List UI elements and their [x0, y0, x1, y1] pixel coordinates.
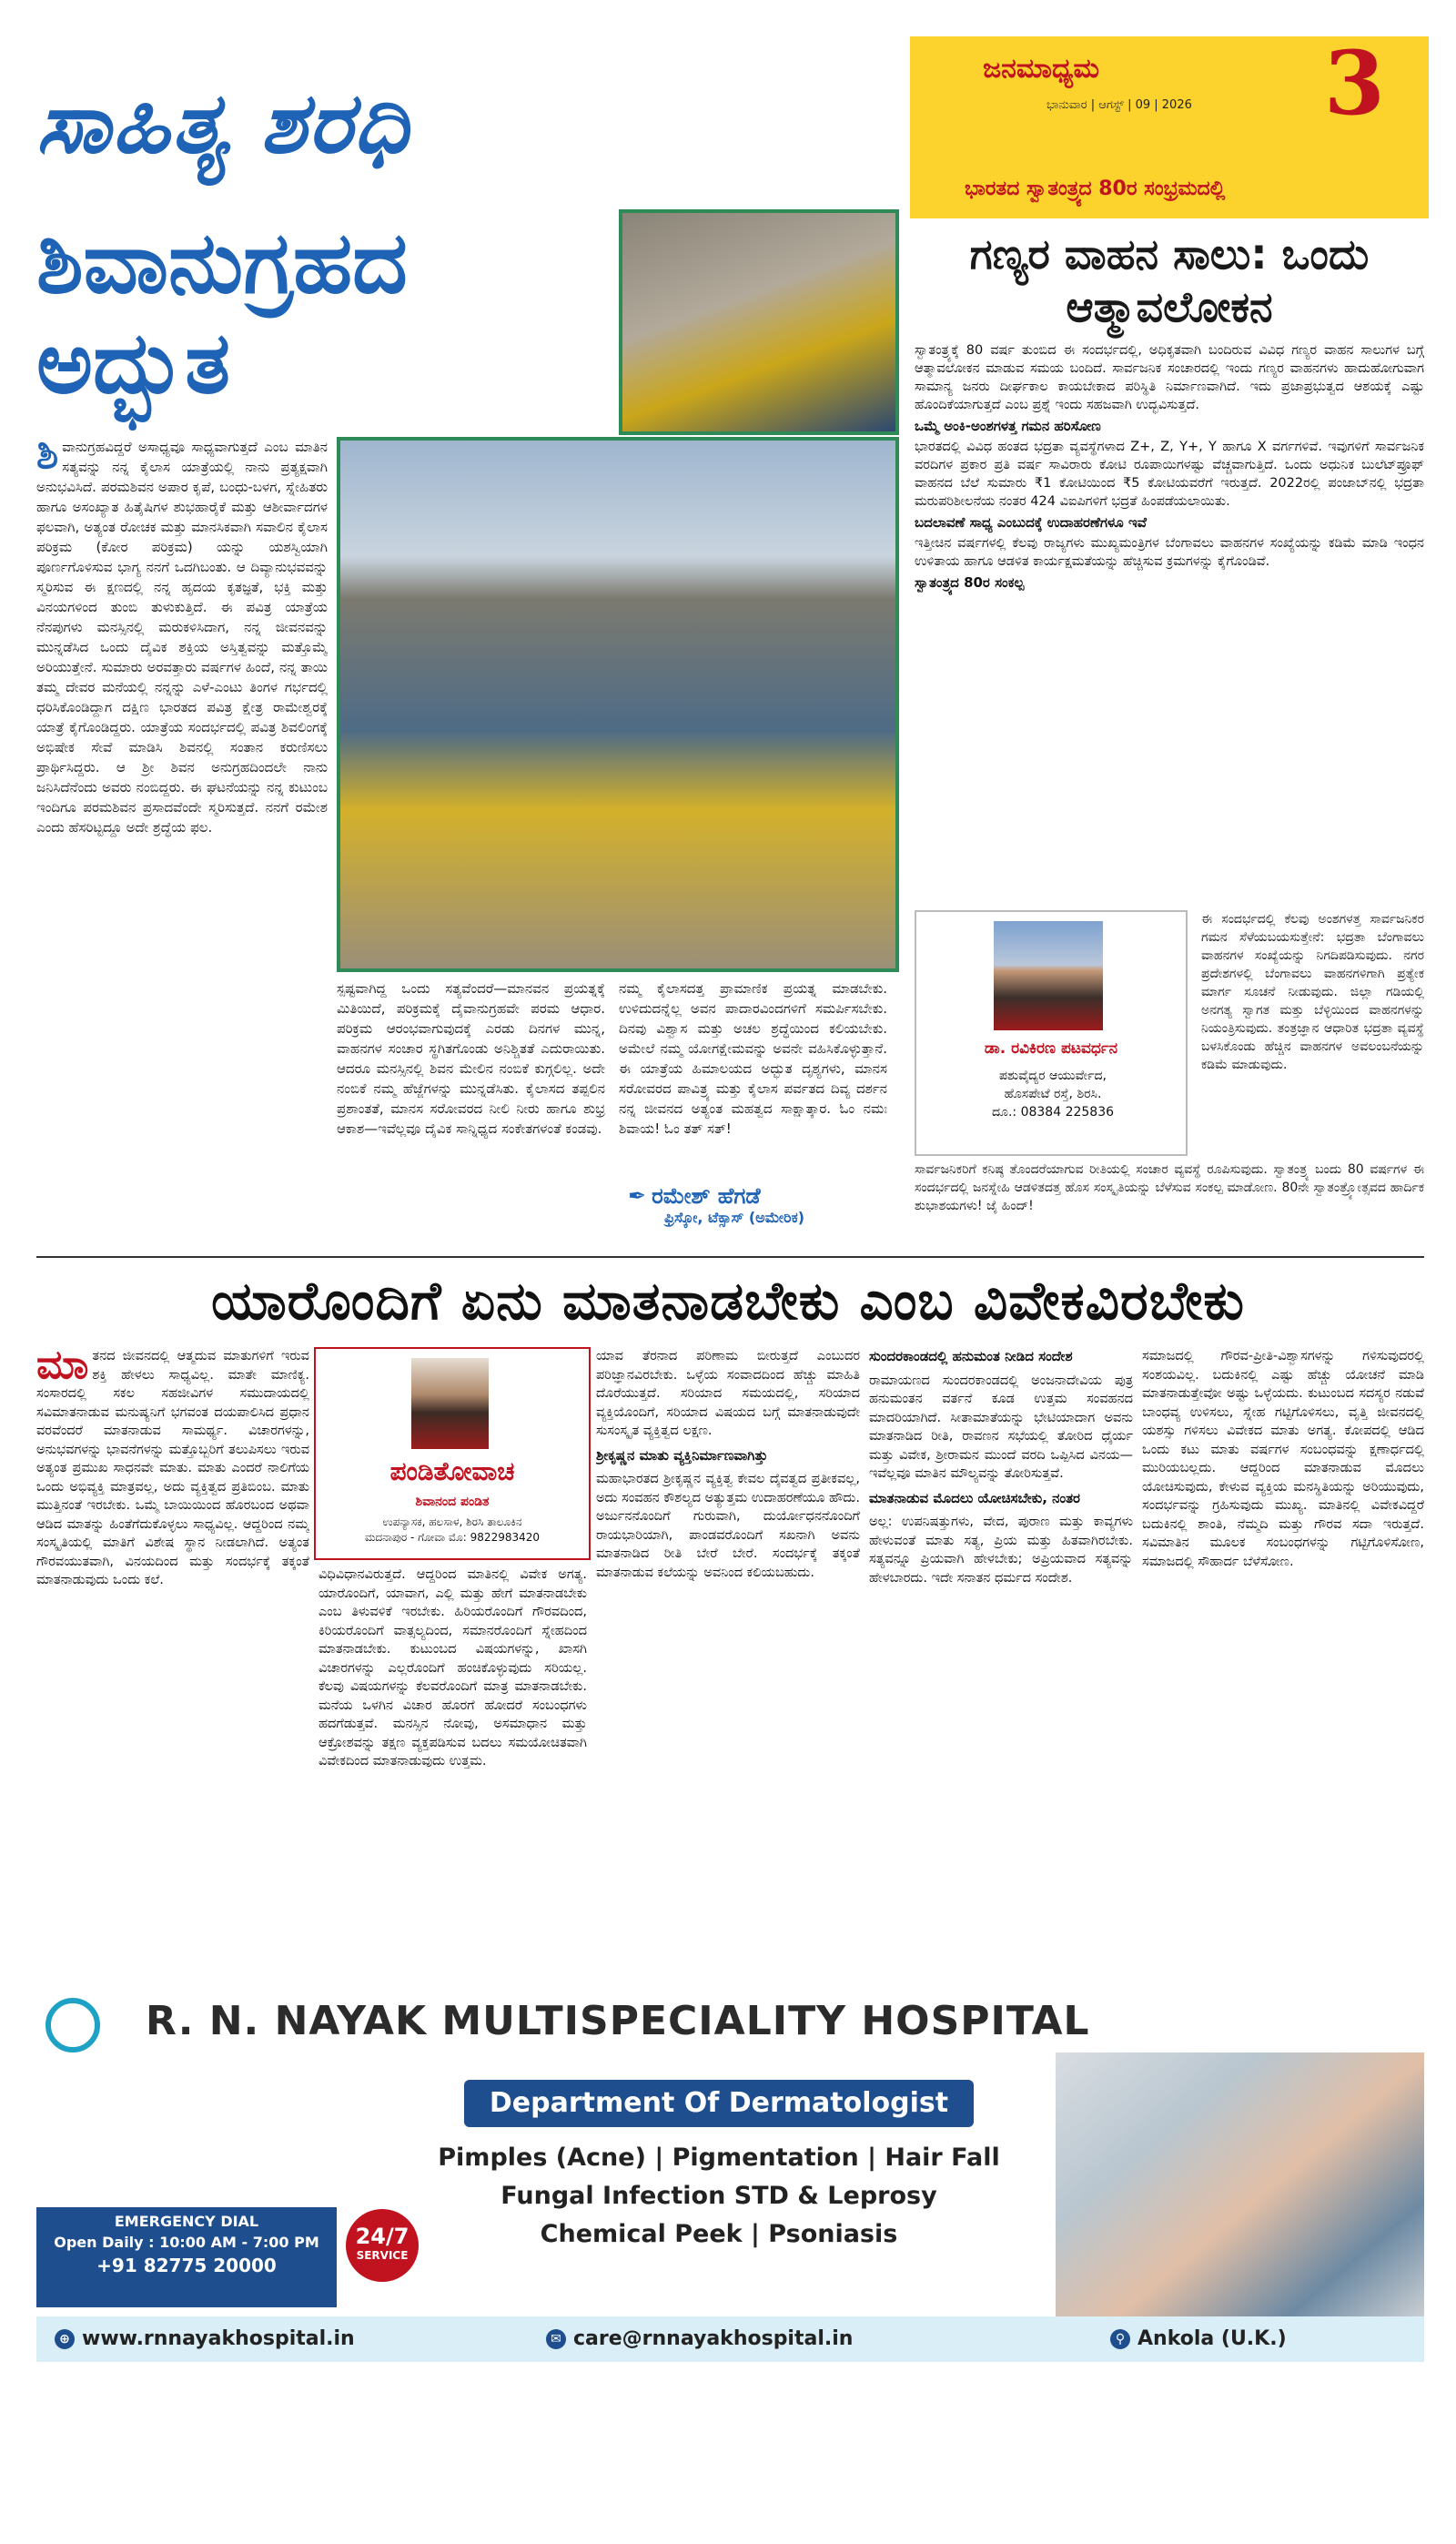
- story3-col4b-text: ಅಲ್ಲ: ಉಪನಿಷತ್ತುಗಳು, ವೇದ, ಪುರಾಣ ಮತ್ತು ಕಾವ್ಯಗಳು ಹೇಳುವಂತೆ ಮಾತು ಸತ್ಯ, ಪ್ರಿಯ ಮತ್ತು ಹಿತವಾಗಿರಬೇಕು. ಸತ್ಯವನ್ನೂ ಪ್ರಿಯವಾಗಿ ಹೇಳಬೇಕು; ಅಪ್ರಿಯವಾದ ಸತ್ಯವನ್ನು ಹೇಳಬಾರದು. ಇದೇ ಸನಾತನ ಧರ್ಮದ ಸಂದೇಶ.: [869, 1515, 1133, 1586]
- story2-subhead-3: ಸ್ವಾತಂತ್ರ್ಯದ 80ರ ಸಂಕಲ್ಪ: [915, 574, 1025, 591]
- story2-para-1: ಭಾರತದಲ್ಲಿ ವಿವಿಧ ಹಂತದ ಭದ್ರತಾ ವ್ಯವಸ್ಥೆಗಳಾದ Z+, Z, Y+, Y ಹಾಗೂ X ವರ್ಗಗಳಿವೆ. ಇವುಗಳಿಗೆ ಸಾರ್ವಜನಿಕ ವರದಿಗಳ ಪ್ರಕಾರ ಪ್ರತಿ ವರ್ಷ ಸಾವಿರಾರು ಕೋಟಿ ರೂಪಾಯಿಗಳಷ್ಟು ವೆಚ್ಚವಾಗುತ್ತಿದೆ. ಒಂದು ಅಧುನಿಕ ಬುಲೆಟ್‌ಪ್ರೂಫ್ ವಾಹನದ ಬೆಲೆ ಸುಮಾರು ₹1 ಕೋಟಿಯಿಂದ ₹5 ಕೋಟಿಯವರೆಗೆ ಇರುತ್ತದೆ. 2022ರಲ್ಲಿ ಪಂಜಾಬ್‌ನಲ್ಲಿ ಭದ್ರತಾ ಮರುಪರಿಶೀಲನೆಯ ನಂತರ 424 ವಿಐಪಿಗಳಿಗೆ ಭದ್ರತೆ ಹಿಂಪಡೆಯಲಾಯಿತು.: [915, 440, 1424, 509]
- story1-column-1: [36, 437, 328, 1229]
- story2-right-text: ಈ ಸಂದರ್ಭದಲ್ಲಿ ಕೆಲವು ಅಂಶಗಳತ್ತ ಸಾರ್ವಜನಿಕರ ಗಮನ ಸೆಳೆಯಬಯಸುತ್ತೇನೆ: ಭದ್ರತಾ ಬೆಂಗಾವಲು ವಾಹನಗಳ ಸಂಖ್ಯೆಯನ್ನು ನಿಗದಿಪಡಿಸುವುದು. ನಗರ ಪ್ರದೇಶಗಳಲ್ಲಿ ಬೆಂಗಾವಲು ವಾಹನಗಳಿಗಾಗಿ ಪ್ರತ್ಯೇಕ ಮಾರ್ಗ ಸೂಚನೆ ನೀಡುವುದು. ಜಿಲ್ಲಾ ಗಡಿಯಲ್ಲಿ ಅನಗತ್ಯ ಸ್ವಾಗತ ಮತ್ತು ಬೆಳ್ಳಿಯಿಂದ ವಾಹನಗಳನ್ನು ನಿಯಂತ್ರಿಸುವುದು. ತಂತ್ರಜ್ಞಾನ ಆಧಾರಿತ ಭದ್ರತಾ ವ್ಯವಸ್ಥೆ ಬಳಸಿಕೊಂಡು ಹೆಚ್ಚಿನ ವಾಹನಗಳ ಅವಲಂಬನೆಯನ್ನು ಕಡಿಮೆ ಮಾಡುವುದು.: [1201, 912, 1424, 1072]
- services-line-2: Fungal Infection STD & Leprosy: [500, 2182, 937, 2210]
- story2-headline: ಗಣ್ಯರ ವಾಹನ ಸಾಲು: ಒಂದು ಆತ್ಮಾವಲೋಕನ: [969, 229, 1370, 331]
- email-item[interactable]: [546, 2327, 853, 2350]
- issue-date: ಭಾನುವಾರ | ಆಗಸ್ಟ್ | 09 | 2026: [1046, 98, 1192, 112]
- story2-right-column: [1201, 910, 1424, 1156]
- email-link[interactable]: care@rnnayakhospital.in: [573, 2327, 854, 2350]
- service-badge: [346, 2209, 419, 2282]
- story-kicker: ಭಾರತದ ಸ್ವಾತಂತ್ರ್ಯದ 80ರ ಸಂಭ್ರಮದಲ್ಲಿ: [965, 177, 1226, 200]
- story1-dropcap: ಶಿ: [36, 437, 59, 478]
- column-title: ಪಂಡಿತೋವಾಚ: [389, 1456, 515, 1486]
- globe-icon: ⊕: [55, 2329, 75, 2349]
- story1-col1-text: ವಾನುಗ್ರಹವಿದ್ದರೆ ಅಸಾಧ್ಯವೂ ಸಾಧ್ಯವಾಗುತ್ತದೆ ಎಂಬ ಮಾತಿನ ಸತ್ಯವನ್ನು ನನ್ನ ಕೈಲಾಸ ಯಾತ್ರೆಯಲ್ಲಿ ನಾನು ಪ್ರತ್ಯಕ್ಷವಾಗಿ ಅನುಭವಿಸಿದೆ. ಪರಮಶಿವನ ಅಪಾರ ಕೃಪೆ, ಬಂಧು-ಬಳಗ, ಸ್ನೇಹಿತರು ಹಾಗೂ ಅಸಂಖ್ಯಾತ ಹಿತೈಷಿಗಳ ಶುಭಹಾರೈಕೆ ಮತ್ತು ಆಶೀರ್ವಾದಗಳ ಫಲವಾಗಿ, ಅತ್ಯಂತ ರೋಚಕ ಮತ್ತು ಮಾನಸಿಕವಾಗಿ ಸವಾಲಿನ ಕೈಲಾಸ ಪರಿಕ್ರಮ (ಕೋರ ಪರಿಕ್ರಮ) ಯನ್ನು ಯಶಸ್ವಿಯಾಗಿ ಪೂರ್ಣಗೊಳಿಸುವ ಭಾಗ್ಯ ನನಗೆ ಒದಗಿಬಂತು. ಆ ದಿವ್ಯಾನುಭವವನ್ನು ಸ್ಮರಿಸುವ ಈ ಕ್ಷಣದಲ್ಲಿ ನನ್ನ ಹೃದಯ ಕೃತಜ್ಞತೆ, ಭಕ್ತಿ ಮತ್ತು ವಿನಯಗಳಿಂದ ತುಂಬಿ ತುಳುಕುತ್ತಿದೆ. ಈ ಪವಿತ್ರ ಯಾತ್ರೆಯ ನೆನಪುಗಳು ಮನಸ್ಸಿನಲ್ಲಿ ಮರುಕಳಿಸಿದಾಗ, ನನ್ನ ಜೀವನವನ್ನು ಮುನ್ನಡೆಸಿದ ಒಂದು ದೈವಿಕ ಶಕ್ತಿಯ ಅಸ್ತಿತ್ವವನ್ನು ಮತ್ತೊಮ್ಮೆ ಅರಿಯುತ್ತೇನೆ. ಸುಮಾರು ಅರವತ್ತಾರು ವರ್ಷಗಳ ಹಿಂದೆ, ನನ್ನ ತಾಯಿ ತಮ್ಮ ದೇವರ ಮನೆಯಲ್ಲಿ ನನ್ನನ್ನು ಎಳೆ-ಎಂಟು ತಿಂಗಳ ಗರ್ಭದಲ್ಲಿ ಧರಿಸಿಕೊಂಡಿದ್ದಾಗ ದಕ್ಷಿಣ ಭಾರತದ ಪವಿತ್ರ ಕ್ಷೇತ್ರ ರಾಮೇಶ್ವರಕ್ಕೆ ಯಾತ್ರೆ ಕೈಗೊಂಡಿದ್ದರು. ಯಾತ್ರೆಯ ಸಂದರ್ಭದಲ್ಲಿ ಪವಿತ್ರ ಶಿವಲಿಂಗಕ್ಕೆ ಅಭಿಷೇಕ ಸೇವೆ ಮಾಡಿಸಿ ಶಿವನಲ್ಲಿ ಸಂತಾನ ಕರುಣಿಸಲು ಪ್ರಾರ್ಥಿಸಿದ್ದರು. ಆ ಶ್ರೀ ಶಿವನ ಅನುಗ್ರಹದಿಂದಲೇ ನಾನು ಜನಿಸಿದೆನೆಂದು ಅವರು ನಂಬಿದ್ದರು. ಈ ಘಟನೆಯನ್ನು ನನ್ನ ಕುಟುಂಬ ಇಂದಿಗೂ ಪರಮಶಿವನ ಪ್ರಸಾದವೆಂದೇ ಸ್ಮರಿಸುತ್ತದೆ. ನನಗೆ ರಮೇಶ ಎಂದು ಹೆಸರಿಟ್ಟದ್ದೂ ಅದೇ ಶ್ರದ್ಧೆಯ ಫಲ.: [36, 439, 328, 836]
- divider: [36, 1256, 1424, 1258]
- story3-col2-text: ವಿಧಿವಿಧಾನವಿರುತ್ತದೆ. ಆದ್ದರಿಂದ ಮಾತಿನಲ್ಲಿ ವಿವೇಕ ಅಗತ್ಯ. ಯಾರೊಂದಿಗೆ, ಯಾವಾಗ, ಎಲ್ಲಿ ಮತ್ತು ಹೇಗೆ ಮಾತನಾಡಬೇಕು ಎಂಬ ತಿಳುವಳಿಕೆ ಇರಬೇಕು. ಹಿರಿಯರೊಂದಿಗೆ ಗೌರವದಿಂದ, ಕಿರಿಯರೊಂದಿಗೆ ವಾತ್ಸಲ್ಯದಿಂದ, ಸಮಾನರೊಂದಿಗೆ ಸ್ನೇಹದಿಂದ ಮಾತನಾಡಬೇಕು. ಕುಟುಂಬದ ವಿಷಯಗಳನ್ನು, ಖಾಸಗಿ ವಿಚಾರಗಳನ್ನು ಎಲ್ಲರೊಂದಿಗೆ ಹಂಚಿಕೊಳ್ಳುವುದು ಸರಿಯಲ್ಲ. ಕೆಲವು ವಿಷಯಗಳನ್ನು ಕೆಲವರೊಂದಿಗೆ ಮಾತ್ರ ಮಾತನಾಡಬೇಕು. ಮನೆಯ ಒಳಗಿನ ವಿಚಾರ ಹೊರಗೆ ಹೋದರೆ ಸಂಬಂಧಗಳು ಹದಗೆಡುತ್ತವೆ. ಮನಸ್ಸಿನ ನೋವು, ಅಸಮಾಧಾನ ಮತ್ತು ಆಕ್ರೋಶವನ್ನು ತಕ್ಷಣ ವ್ಯಕ್ತಪಡಿಸುವ ಬದಲು ಸಮಯೋಚಿತವಾಗಿ ವಿವೇಕದಿಂದ ಮಾತನಾಡುವುದು ಉತ್ತಮ.: [318, 1567, 587, 1769]
- story1-headline: ಶಿವಾನುಗ್ರಹದ ಅದ್ಭುತ: [36, 214, 408, 413]
- paper-name: ಜನಮಾಧ್ಯಮ: [983, 53, 1100, 85]
- story3-col4-text: ರಾಮಾಯಣದ ಸುಂದರಕಾಂಡದಲ್ಲಿ ಅಂಜನಾದೇವಿಯ ಪುತ್ರ ಹನುಮಂತನ ವರ್ತನೆ ಕೂಡ ಉತ್ತಮ ಸಂವಹನದ ಮಾದರಿಯಾಗಿದೆ. ಸೀತಾಮಾತೆಯನ್ನು ಭೇಟಿಯಾದಾಗ ಅವನು ಮಾತನಾಡಿದ ರೀತಿ, ರಾವಣನ ಸಭೆಯಲ್ಲಿ ತೋರಿದ ಧೈರ್ಯ ಮತ್ತು ವಿವೇಕ, ಶ್ರೀರಾಮನ ಮುಂದೆ ವರದಿ ಒಪ್ಪಿಸಿದ ವಿನಯ—ಇವೆಲ್ಲವೂ ಮಾತಿನ ಮೌಲ್ಯವನ್ನು ತೋರಿಸುತ್ತವೆ.: [869, 1373, 1133, 1481]
- section-masthead: [36, 64, 628, 182]
- story3-subhead-think: ಮಾತನಾಡುವ ಮೊದಲು ಯೋಚಿಸಬೇಕು, ನಂತರ: [869, 1489, 1080, 1506]
- story3-subhead-krishna: ಶ್ರೀಕೃಷ್ಣನ ಮಾತು ವ್ಯಕ್ತಿನಿರ್ಮಾಣವಾಗಿತ್ತು: [596, 1446, 768, 1464]
- website-link[interactable]: www.rnnayakhospital.in: [82, 2327, 355, 2350]
- story3-column-5: [1142, 1347, 1424, 1998]
- author-details: [925, 1067, 1180, 1121]
- story3-column-3: [596, 1347, 860, 1998]
- story2-subhead-1: ಒಮ್ಮೆ ಅಂಕಿ-ಅಂಶಗಳತ್ತ ಗಮನ ಹರಿಸೋಣ: [915, 418, 1101, 434]
- story3-col5-text: ಸಮಾಜದಲ್ಲಿ ಗೌರವ-ಪ್ರೀತಿ-ವಿಶ್ವಾಸಗಳನ್ನು ಗಳಿಸುವುದರಲ್ಲಿ ಸಂಶಯವಿಲ್ಲ. ಬದುಕಿನಲ್ಲಿ ಎಷ್ಟು ಹೆಚ್ಚು ಯೋಚನೆ ಮಾಡಿ ಮಾತನಾಡುತ್ತೇವೋ ಅಷ್ಟು ಒಳ್ಳೆಯದು. ಕುಟುಂಬದ ಸದಸ್ಯರ ನಡುವೆ ಬಾಂಧವ್ಯ ಉಳಿಸಲು, ಸ್ನೇಹ ಗಟ್ಟಿಗೊಳಿಸಲು, ವೃತ್ತಿ ಜೀವನದಲ್ಲಿ ಯಶಸ್ಸು ಗಳಿಸಲು ವಿವೇಕದ ಮಾತು ಅಗತ್ಯ. ಕೋಪದಲ್ಲಿ ಆಡಿದ ಒಂದು ಕಟು ಮಾತು ವರ್ಷಗಳ ಸಂಬಂಧವನ್ನು ಕ್ಷಣಾರ್ಧದಲ್ಲಿ ಮುರಿಯಬಲ್ಲದು. ಆದ್ದರಿಂದ ಮಾತನಾಡುವ ಮೊದಲು ಯೋಚಿಸುವುದು, ಕೇಳುವ ವ್ಯಕ್ತಿಯ ಮನಸ್ಥಿತಿಯನ್ನು ಅರಿಯುವುದು, ಸಂದರ್ಭವನ್ನು ಗ್ರಹಿಸುವುದು ಮುಖ್ಯ. ಮಾತಿನಲ್ಲಿ ವಿವೇಕವಿದ್ದರೆ ಬದುಕಿನಲ್ಲಿ ಶಾಂತಿ, ನೆಮ್ಮದಿ ಮತ್ತು ಗೌರವ ಸದಾ ಇರುತ್ತದೆ. ಸವಿಮಾತಿನ ಮೂಲಕ ಸಂಬಂಧಗಳನ್ನು ಗಟ್ಟಿಗೊಳಿಸೋಣ, ಸಮಾಜದಲ್ಲಿ ಸೌಹಾರ್ದ ಬೆಳೆಸೋಣ.: [1142, 1349, 1424, 1569]
- story2-para-2: ಇತ್ತೀಚಿನ ವರ್ಷಗಳಲ್ಲಿ ಕೆಲವು ರಾಜ್ಯಗಳು ಮುಖ್ಯಮಂತ್ರಿಗಳ ಬೆಂಗಾವಲು ವಾಹನಗಳ ಸಂಖ್ಯೆಯನ್ನು ಕಡಿಮೆ ಮಾಡಿ ಇಂಧನ ಉಳಿತಾಯ ಹಾಗೂ ಆಡಳಿತ ಕಾರ್ಯಕ್ಷಮತೆಯನ್ನು ಹೆಚ್ಚಿಸುವ ಕ್ರಮಗಳನ್ನು ಕೈಗೊಂಡಿವೆ.: [915, 536, 1424, 569]
- columnist-phone: ಮದನಾಪುರ - ಗೋವಾ ಮೊ: 9822983420: [364, 1531, 541, 1544]
- story3-col3-text: ಯಾವ ತೆರನಾದ ಪರಿಣಾಮ ಬೀರುತ್ತದೆ ಎಂಬುದರ ಪರಿಜ್ಞಾನವಿರಬೇಕು. ಒಳ್ಳೆಯ ಸಂವಾದದಿಂದ ಹೆಚ್ಚು ಮಾಹಿತಿ ದೊರೆಯುತ್ತದೆ. ಸರಿಯಾದ ಸಮಯದಲ್ಲಿ, ಸರಿಯಾದ ವ್ಯಕ್ತಿಯೊಂದಿಗೆ, ಸರಿಯಾದ ವಿಷಯದ ಬಗ್ಗೆ ಮಾತನಾಡುವುದೇ ಸುಸಂಸ್ಕೃತ ವ್ಯಕ್ತಿತ್ವದ ಲಕ್ಷಣ.: [596, 1349, 860, 1438]
- story3-column-4: [869, 1347, 1133, 1998]
- author-address: ಹೊಸಪೇಟೆ ರಸ್ತೆ, ಶಿರಸಿ.: [1004, 1087, 1102, 1101]
- department-banner: Department Of Dermatologist: [464, 2080, 974, 2127]
- services-line-1: Pimples (Acne) | Pigmentation | Hair Fall: [438, 2144, 1000, 2172]
- story3-col3b-text: ಮಹಾಭಾರತದ ಶ್ರೀಕೃಷ್ಣನ ವ್ಯಕ್ತಿತ್ವ ಕೇವಲ ದೈವತ್ವದ ಪ್ರತೀಕವಲ್ಲ, ಅದು ಸಂವಹನ ಕೌಶಲ್ಯದ ಅತ್ಯುತ್ತಮ ಉದಾಹರಣೆಯೂ ಹೌದು. ಅರ್ಜುನನೊಂದಿಗೆ ಗುರುವಾಗಿ, ದುರ್ಯೋಧನನೊಂದಿಗೆ ರಾಯಭಾರಿಯಾಗಿ, ಪಾಂಡವರೊಂದಿಗೆ ಸಖನಾಗಿ ಅವನು ಮಾತನಾಡಿದ ರೀತಿ ಬೇರೆ ಬೇರೆ. ಸಂದರ್ಭಕ್ಕೆ ತಕ್ಕಂತೆ ಮಾತನಾಡುವ ಕಲೆಯನ್ನು ಅವನಿಂದ ಕಲಿಯಬಹುದು.: [596, 1472, 860, 1580]
- story2-intro: ಸ್ವಾತಂತ್ರ್ಯಕ್ಕೆ 80 ವರ್ಷ ತುಂಬಿದ ಈ ಸಂದರ್ಭದಲ್ಲಿ, ಅಧಿಕೃತವಾಗಿ ಬಂದಿರುವ ವಿವಿಧ ಗಣ್ಯರ ವಾಹನ ಸಾಲುಗಳ ಬಗ್ಗೆ ಆತ್ಮಾವಲೋಕನ ಮಾಡುವ ಸಮಯ ಬಂದಿದೆ. ಸಾರ್ವಜನಿಕ ಸಂಚಾರದಲ್ಲಿ ಇಂದು ಗಣ್ಯರ ವಾಹನಗಳು ಹಾದುಹೋಗುವಾಗ ಸಾಮಾನ್ಯ ಜನರು ದೀರ್ಘಕಾಲ ಕಾಯಬೇಕಾದ ಪರಿಸ್ಥಿತಿ ನಿರ್ಮಾಣವಾಗಿದೆ. ಇದು ಪ್ರಜಾಪ್ರಭುತ್ವದ ಆಶಯಕ್ಕೆ ಎಷ್ಟು ಹೊಂದಿಕೆಯಾಗುತ್ತದೆ ಎಂಬ ಪ್ರಶ್ನೆ ಇಂದು ಸಹಜವಾಗಿ ಉದ್ಭವಿಸುತ್ತದೆ.: [915, 343, 1424, 412]
- story3-column-1: [36, 1347, 309, 1998]
- location-pin-icon: ⚲: [1110, 2329, 1130, 2349]
- story2-ending: [915, 1161, 1424, 1252]
- badge-sub: SERVICE: [356, 2249, 409, 2262]
- columnist-name: ಶಿವಾನಂದ ಪಂಡಿತ: [415, 1495, 490, 1509]
- hospital-logo-icon: [46, 1998, 100, 2052]
- story3-headline: ಯಾರೊಂದಿಗೆ ಏನು ಮಾತನಾಡಬೇಕು ಎಂಬ ವಿವೇಕವಿರಬೇಕು: [211, 1270, 1245, 1332]
- story2-subhead-2: ಬದಲಾವಣೆ ಸಾಧ್ಯ ಎಂಬುದಕ್ಕೆ ಉದಾಹರಣೆಗಳೂ ಇವೆ: [915, 514, 1147, 531]
- location-text: Ankola (U.K.): [1138, 2327, 1287, 2350]
- byline-place: ಫ್ರಿಸ್ಕೋ, ಟೆಕ್ಸಾಸ್ (ಅಮೇರಿಕ): [664, 1209, 805, 1226]
- author-photo: [994, 921, 1103, 1030]
- group-photo-lake: [337, 437, 899, 972]
- columnist-box: [314, 1347, 591, 1560]
- treatment-photo: [1056, 2052, 1424, 2316]
- author-role: ಪಶುವೈದ್ಯರ ಆಯುರ್ವೇದ,: [999, 1069, 1107, 1083]
- columnist-photo: [411, 1358, 489, 1449]
- story1-col3-text: ನಮ್ಮ ಕೈಲಾಸದತ್ತ ಪ್ರಾಮಾಣಿಕ ಪ್ರಯತ್ನ ಮಾಡಬೇಕು. ಉಳಿದುದನ್ನೆಲ್ಲ ಅವನ ಪಾದಾರವಿಂದಗಳಿಗೆ ಸಮರ್ಪಿಸಬೇಕು. ದಿನವು ವಿಶ್ವಾಸ ಮತ್ತು ಅಚಲ ಶ್ರದ್ಧೆಯಿಂದ ಕಲಿಯಬೇಕು. ಅಮೇಲೆ ನಮ್ಮ ಯೋಗಕ್ಷೇಮವನ್ನು ಅವನೇ ವಹಿಸಿಕೊಳ್ಳುತ್ತಾನೆ. ಈ ಯಾತ್ರೆಯ ಹಿಮಾಲಯದ ಅದ್ಭುತ ದೃಶ್ಯಗಳು, ಮಾನಸ ಸರೋವರದ ಪಾವಿತ್ರ್ಯ ಮತ್ತು ಕೈಲಾಸ ಪರ್ವತದ ದಿವ್ಯ ದರ್ಶನ ನನ್ನ ಜೀವನದ ಅತ್ಯಂತ ಮಹತ್ವದ ಸಾಕ್ಷಾತ್ಕಾರ. ಓಂ ನಮಃ ಶಿವಾಯ! ಓಂ ತತ್ ಸತ್!: [619, 980, 887, 1137]
- page-number: 3: [1324, 32, 1385, 135]
- story3-dropcap: ಮಾ: [36, 1347, 89, 1388]
- website-item[interactable]: [55, 2327, 355, 2350]
- columnist-details: [320, 1515, 584, 1546]
- emergency-phone[interactable]: +91 82775 20000: [96, 2255, 277, 2276]
- services-line-3: Chemical Peek | Psoniasis: [540, 2220, 898, 2248]
- story1-col2-text: ಸ್ಪಷ್ಟವಾಗಿದ್ದ ಒಂದು ಸತ್ಯವೆಂದರೆ—ಮಾನವನ ಪ್ರಯತ್ನಕ್ಕೆ ಮಿತಿಯಿದೆ, ಪರಿಕ್ರಮಕ್ಕೆ ದೈವಾನುಗ್ರಹವೇ ಪರಮ ಆಧಾರ. ಪರಿಕ್ರಮ ಆರಂಭವಾಗುವುದಕ್ಕೆ ಎರಡು ದಿನಗಳ ಮುನ್ನ, ವಾಹನಗಳ ಸಂಚಾರ ಸ್ಥಗಿತಗೊಂಡು ಅನಿಶ್ಚಿತತೆ ಎದುರಾಯಿತು. ಆದರೂ ಮನಸ್ಸಿನಲ್ಲಿ ಶಿವನ ಮೇಲಿನ ನಂಬಿಕೆ ಕುಗ್ಗಲಿಲ್ಲ. ಅದೇ ನಂಬಿಕೆ ನಮ್ಮ ಹೆಜ್ಜೆಗಳನ್ನು ಮುನ್ನಡೆಸಿತು. ಕೈಲಾಸದ ತಪ್ಪಲಿನ ಪ್ರಶಾಂತತೆ, ಮಾನಸ ಸರೋವರದ ನೀಲಿ ನೀರು ಹಾಗೂ ಶುಭ್ರ ಆಕಾಶ—ಇವೆಲ್ಲವೂ ದೈವಿಕ ಸಾನ್ನಿಧ್ಯದ ಸಂಕೇತಗಳಂತೆ ಕಂಡವು.: [337, 980, 605, 1137]
- location-item: [1110, 2327, 1287, 2350]
- author-phone: ದೂ.: 08384 225836: [991, 1105, 1115, 1120]
- story1-byline: [628, 1183, 883, 1247]
- emergency-label: EMERGENCY DIAL: [114, 2213, 259, 2230]
- story1-column-2: [337, 978, 605, 1242]
- section-title: ಸಾಹಿತ್ಯ ಶರಧಿ: [36, 74, 410, 172]
- author-name: ಡಾ. ರವಿಕಿರಣ ಪಟವರ್ಧನ: [984, 1039, 1118, 1058]
- story3-col1-text: ತನದ ಜೀವನದಲ್ಲಿ ಆತ್ಮದುವ ಮಾತುಗಳಿಗೆ ಇರುವ ಶಕ್ತಿ ಹೇಳಲು ಸಾಧ್ಯವಿಲ್ಲ. ಮಾತೇ ಮಾಣಿಕ್ಯ. ಸಂಸಾರದಲ್ಲಿ ಸಕಲ ಸಹಜೀವಿಗಳ ಸಮುದಾಯದಲ್ಲಿ ಸವಿಮಾತನಾಡುವ ಮನುಷ್ಯನಿಗೆ ಭಗವಂತ ದಯಪಾಲಿಸಿದ ಪ್ರಧಾನ ವರವೆಂದರೆ ಮಾತನಾಡುವ ಸಾಮರ್ಥ್ಯ. ವಿಚಾರಗಳನ್ನು, ಅನುಭವಗಳನ್ನು ಭಾವನೆಗಳನ್ನು ಮತ್ತೊಬ್ಬರಿಗೆ ತಲುಪಿಸಲು ಇರುವ ಅತ್ಯಂತ ಪ್ರಮುಖ ಸಾಧನವೇ ಮಾತು. ಮಾತು ಎಂದರೆ ನಾಲಿಗೆಯ ಒಂದು ಅಭಿವ್ಯಕ್ತಿ ಮಾತ್ರವಲ್ಲ, ಅದು ವ್ಯಕ್ತಿತ್ವದ ಪ್ರತಿಬಿಂಬ. ಮಾತು ಮುತ್ತಿನಂತೆ ಇರಬೇಕು. ಒಮ್ಮೆ ಬಾಯಿಯಿಂದ ಹೊರಬಂದ ಅಥವಾ ಆಡಿದ ಮಾತನ್ನು ಹಿಂತೆಗೆದುಕೊಳ್ಳಲು ಸಾಧ್ಯವಿಲ್ಲ. ಆದ್ದರಿಂದ ನಮ್ಮ ಸಂಸ್ಕೃತಿಯಲ್ಲಿ ಮಾತಿಗೆ ವಿಶೇಷ ಸ್ಥಾನ ನೀಡಲಾಗಿದೆ. ಅತ್ಯಂತ ಗೌರವಯುತವಾಗಿ, ವಿನಯದಿಂದ ಮತ್ತು ಸಂದರ್ಭಕ್ಕೆ ತಕ್ಕಂತೆ ಮಾತನಾಡುವುದು ಒಂದು ಕಲೆ.: [36, 1349, 309, 1587]
- hospital-advert: [36, 1998, 1424, 2530]
- services-list: [400, 2139, 1037, 2254]
- opening-hours: Open Daily : 10:00 AM - 7:00 PM: [54, 2234, 319, 2251]
- group-photo-selfie: [619, 209, 899, 435]
- story1-column-3: [619, 978, 887, 1161]
- mail-icon: ✉: [546, 2329, 566, 2349]
- ad-footer: [36, 2316, 1424, 2362]
- pen-icon: ✒: [628, 1183, 647, 1209]
- byline-name: ರಮೇಶ್ ಹೆಗಡೆ: [652, 1183, 761, 1209]
- header-panel: [910, 32, 1429, 218]
- story3-column-2: [318, 1566, 587, 1998]
- hospital-name: R. N. NAYAK MULTISPECIALITY HOSPITAL: [146, 1998, 1090, 2044]
- emergency-box: [36, 2207, 337, 2307]
- story3-subhead-hanuman: ಸುಂದರಕಾಂಡದಲ್ಲಿ ಹನುಮಂತ ನೀಡಿದ ಸಂದೇಶ: [869, 1348, 1073, 1364]
- story2-ending-text: ಸಾರ್ವಜನಿಕರಿಗೆ ಕನಿಷ್ಠ ತೊಂದರೆಯಾಗುವ ರೀತಿಯಲ್ಲಿ ಸಂಚಾರ ವ್ಯವಸ್ಥೆ ರೂಪಿಸುವುದು. ಸ್ವಾತಂತ್ರ್ಯ ಬಂದು 80 ವರ್ಷಗಳ ಈ ಸಂದರ್ಭದಲ್ಲಿ ಜನಸ್ನೇಹಿ ಆಡಳಿತದತ್ತ ಹೊಸ ಸಂಸ್ಕೃತಿಯನ್ನು ಬೆಳೆಸುವ ಸಂಕಲ್ಪ ಮಾಡೋಣ. 80ನೇ ಸ್ವಾತಂತ್ರ್ಯೋತ್ಸವದ ಹಾರ್ದಿಕ ಶುಭಾಶಯಗಳು! ಜೈ ಹಿಂದ್!: [915, 1162, 1424, 1213]
- columnist-role: ಉಪನ್ಯಾಸಕ, ಹಲಸಾಳ, ಶಿರಸಿ ತಾಲೂಕಿನ: [382, 1515, 522, 1528]
- author-box: [915, 910, 1188, 1156]
- badge-main: 24/7: [355, 2224, 410, 2249]
